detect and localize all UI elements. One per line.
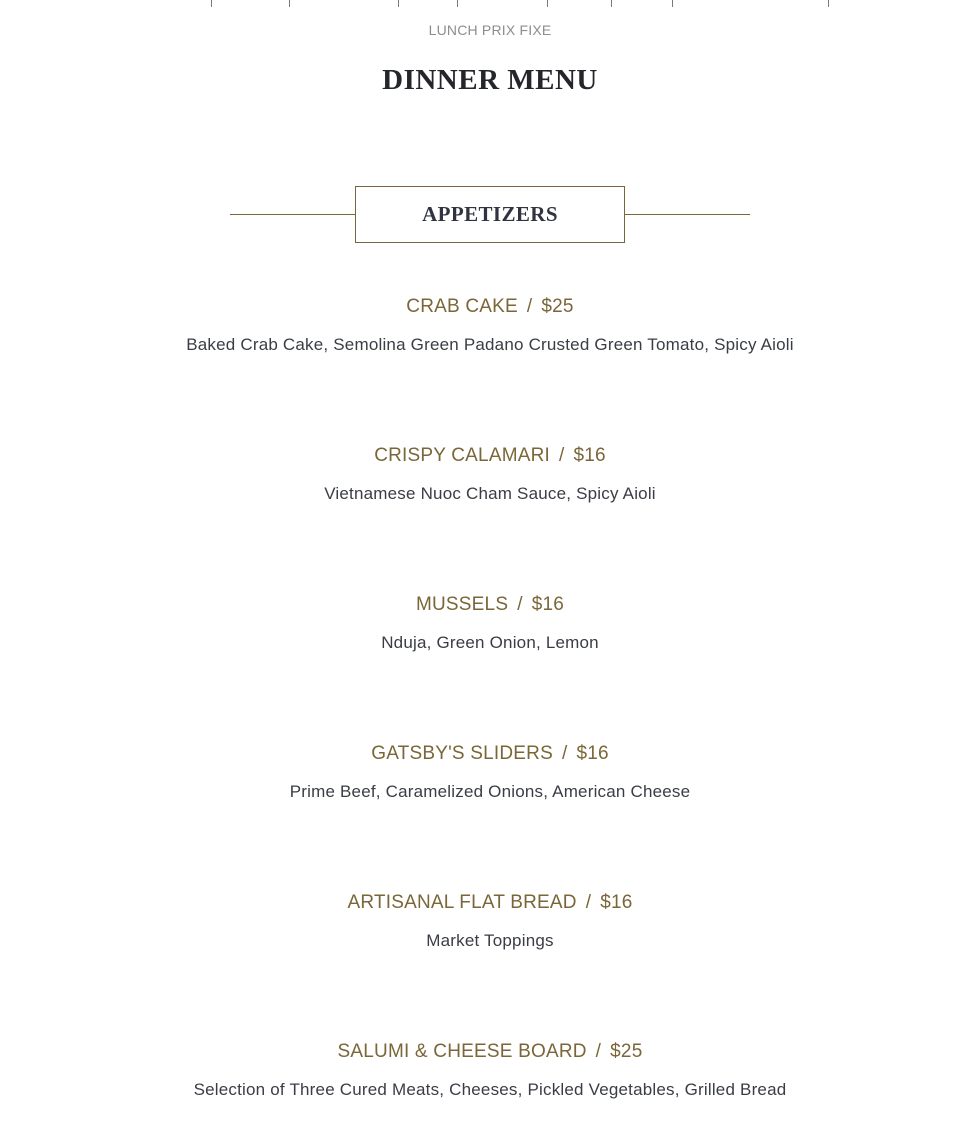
nav-divider bbox=[289, 0, 290, 7]
item-name: CRISPY CALAMARI bbox=[374, 445, 550, 466]
item-price: $25 bbox=[610, 1041, 643, 1062]
nav-divider bbox=[611, 0, 612, 7]
menu-item-crab-cake bbox=[0, 295, 965, 356]
price-separator: / bbox=[517, 594, 523, 615]
item-name: MUSSELS bbox=[415, 594, 509, 615]
item-price: $16 bbox=[573, 445, 606, 466]
menu-item-title bbox=[0, 444, 965, 468]
nav-divider bbox=[828, 0, 829, 7]
menu-item-crispy-calamari bbox=[0, 444, 965, 505]
item-description: Prime Beef, Caramelized Onions, American Cheese bbox=[289, 782, 691, 801]
item-description: Market Toppings bbox=[426, 931, 554, 950]
item-description: Nduja, Green Onion, Lemon bbox=[381, 633, 599, 652]
item-price: $16 bbox=[531, 594, 564, 615]
item-description: Selection of Three Cured Meats, Cheeses, Pickled Vegetables, Grilled Bread bbox=[193, 1080, 787, 1099]
menu-item-artisanal-flat-bread bbox=[0, 891, 965, 952]
nav-divider bbox=[457, 0, 458, 7]
menu-item-gatsbys-sliders bbox=[0, 742, 965, 803]
nav-divider bbox=[672, 0, 673, 7]
price-separator: / bbox=[585, 892, 592, 913]
item-name: CRAB CAKE bbox=[406, 296, 518, 317]
section-heading-box bbox=[355, 186, 625, 243]
item-name: ARTISANAL FLAT BREAD bbox=[347, 892, 577, 913]
item-description: Vietnamese Nuoc Cham Sauce, Spicy Aioli bbox=[324, 484, 656, 503]
menu-item-mussels bbox=[0, 593, 965, 654]
section-heading: APPETIZERS bbox=[422, 202, 558, 226]
menu-item-salumi-cheese-board bbox=[0, 1040, 965, 1101]
menu-item-title bbox=[0, 891, 965, 915]
price-separator: / bbox=[526, 296, 533, 317]
nav-divider bbox=[398, 0, 399, 7]
price-separator: / bbox=[561, 743, 568, 764]
item-description: Baked Crab Cake, Semolina Green Padano Crusted Green Tomato, Spicy Aioli bbox=[186, 335, 794, 354]
menu-item-title bbox=[0, 593, 965, 617]
item-price: $16 bbox=[600, 892, 633, 913]
item-name: GATSBY'S SLIDERS bbox=[371, 743, 553, 764]
section-divider-left bbox=[230, 214, 355, 215]
menu-item-title bbox=[0, 742, 965, 766]
item-name: SALUMI & CHEESE BOARD bbox=[337, 1041, 587, 1062]
nav-divider bbox=[547, 0, 548, 7]
section-divider-right bbox=[625, 214, 750, 215]
nav-divider bbox=[211, 0, 212, 7]
item-price: $25 bbox=[541, 296, 574, 317]
item-price: $16 bbox=[576, 743, 609, 764]
top-nav-bar bbox=[0, 0, 965, 8]
price-separator: / bbox=[595, 1041, 602, 1062]
menu-item-title bbox=[0, 1040, 965, 1064]
page-title: DINNER MENU bbox=[382, 64, 598, 96]
lunch-prix-fixe-link[interactable]: LUNCH PRIX FIXE bbox=[428, 22, 552, 38]
menu-item-title bbox=[0, 295, 965, 319]
price-separator: / bbox=[559, 445, 565, 466]
